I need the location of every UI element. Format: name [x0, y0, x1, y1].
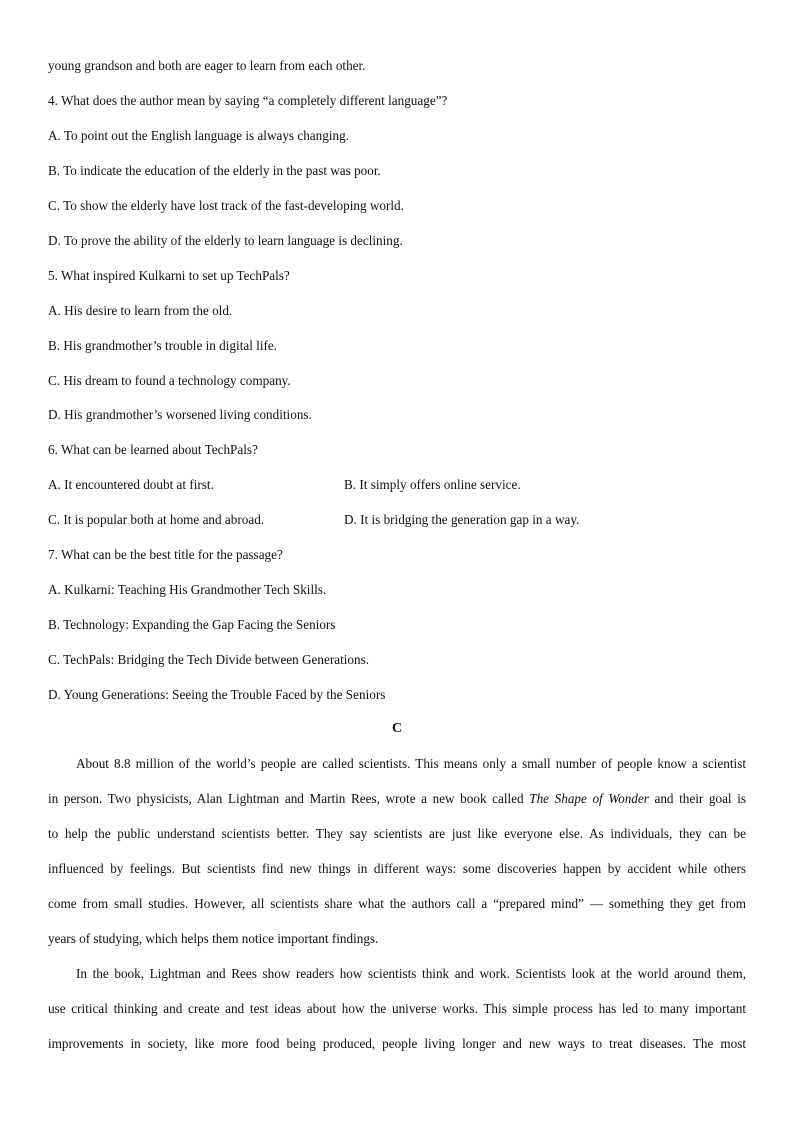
question-6-option-b: B. It simply offers online service.: [344, 477, 521, 492]
section-c-heading: C: [391, 721, 403, 736]
question-5-stem: 5. What inspired Kulkarni to set up TechPals?: [48, 268, 290, 283]
para1-line3: to help the public understand scientists better. They say scientists are just like everyone else. As individuals, they can be: [48, 826, 746, 841]
question-7-option-d: D. Young Generations: Seeing the Trouble Faced by the Seniors: [48, 687, 386, 702]
book-title: The Shape of Wonder: [529, 791, 649, 806]
question-4-option-c: C. To show the elderly have lost track of the fast-developing world.: [48, 198, 404, 213]
para2-line2: use critical thinking and create and test ideas about how the universe works. This simple process has led to many important: [48, 1001, 746, 1016]
question-6-option-d: D. It is bridging the generation gap in a way.: [344, 512, 580, 527]
question-4-option-b: B. To indicate the education of the elderly in the past was poor.: [48, 163, 381, 178]
para1-line4: influenced by feelings. But scientists find new things in different ways: some discoveries happen by accident while others: [48, 861, 746, 876]
para1-line1: About 8.8 million of the world’s people are called scientists. This means only a small number of people know a scientist: [76, 756, 746, 771]
para2-line3: improvements in society, like more food being produced, people living longer and new ways to treat diseases. The most: [48, 1036, 746, 1051]
question-6-stem: 6. What can be learned about TechPals?: [48, 442, 258, 457]
para1-line5: come from small studies. However, all scientists share what the authors call a “prepared mind” — something they get from: [48, 896, 746, 911]
question-7-option-a: A. Kulkarni: Teaching His Grandmother Tech Skills.: [48, 582, 327, 597]
question-5-option-b: B. His grandmother’s trouble in digital life.: [48, 338, 278, 353]
question-6-option-a: A. It encountered doubt at first.: [48, 477, 214, 492]
para1-line2: in person. Two physicists, Alan Lightman and Martin Rees, wrote a new book called The Shape of Wonder and their goal is: [48, 791, 746, 806]
para1-line6: years of studying, which helps them notice important findings.: [48, 931, 379, 946]
question-4-stem: 4. What does the author mean by saying “a completely different language”?: [48, 93, 448, 108]
question-5-option-a: A. His desire to learn from the old.: [48, 303, 233, 318]
question-7-stem: 7. What can be the best title for the passage?: [48, 547, 283, 562]
question-5-option-c: C. His dream to found a technology company.: [48, 373, 291, 388]
question-7-option-b: B. Technology: Expanding the Gap Facing the Seniors: [48, 617, 336, 632]
passage-b-tail: young grandson and both are eager to learn from each other.: [48, 58, 366, 73]
question-7-option-c: C. TechPals: Bridging the Tech Divide between Generations.: [48, 652, 370, 667]
para2-line1: In the book, Lightman and Rees show readers how scientists think and work. Scientists look at the world around them,: [76, 966, 746, 981]
question-6-option-c: C. It is popular both at home and abroad.: [48, 512, 265, 527]
question-5-option-d: D. His grandmother’s worsened living conditions.: [48, 407, 312, 422]
question-4-option-d: D. To prove the ability of the elderly to learn language is declining.: [48, 233, 403, 248]
question-4-option-a: A. To point out the English language is always changing.: [48, 128, 349, 143]
